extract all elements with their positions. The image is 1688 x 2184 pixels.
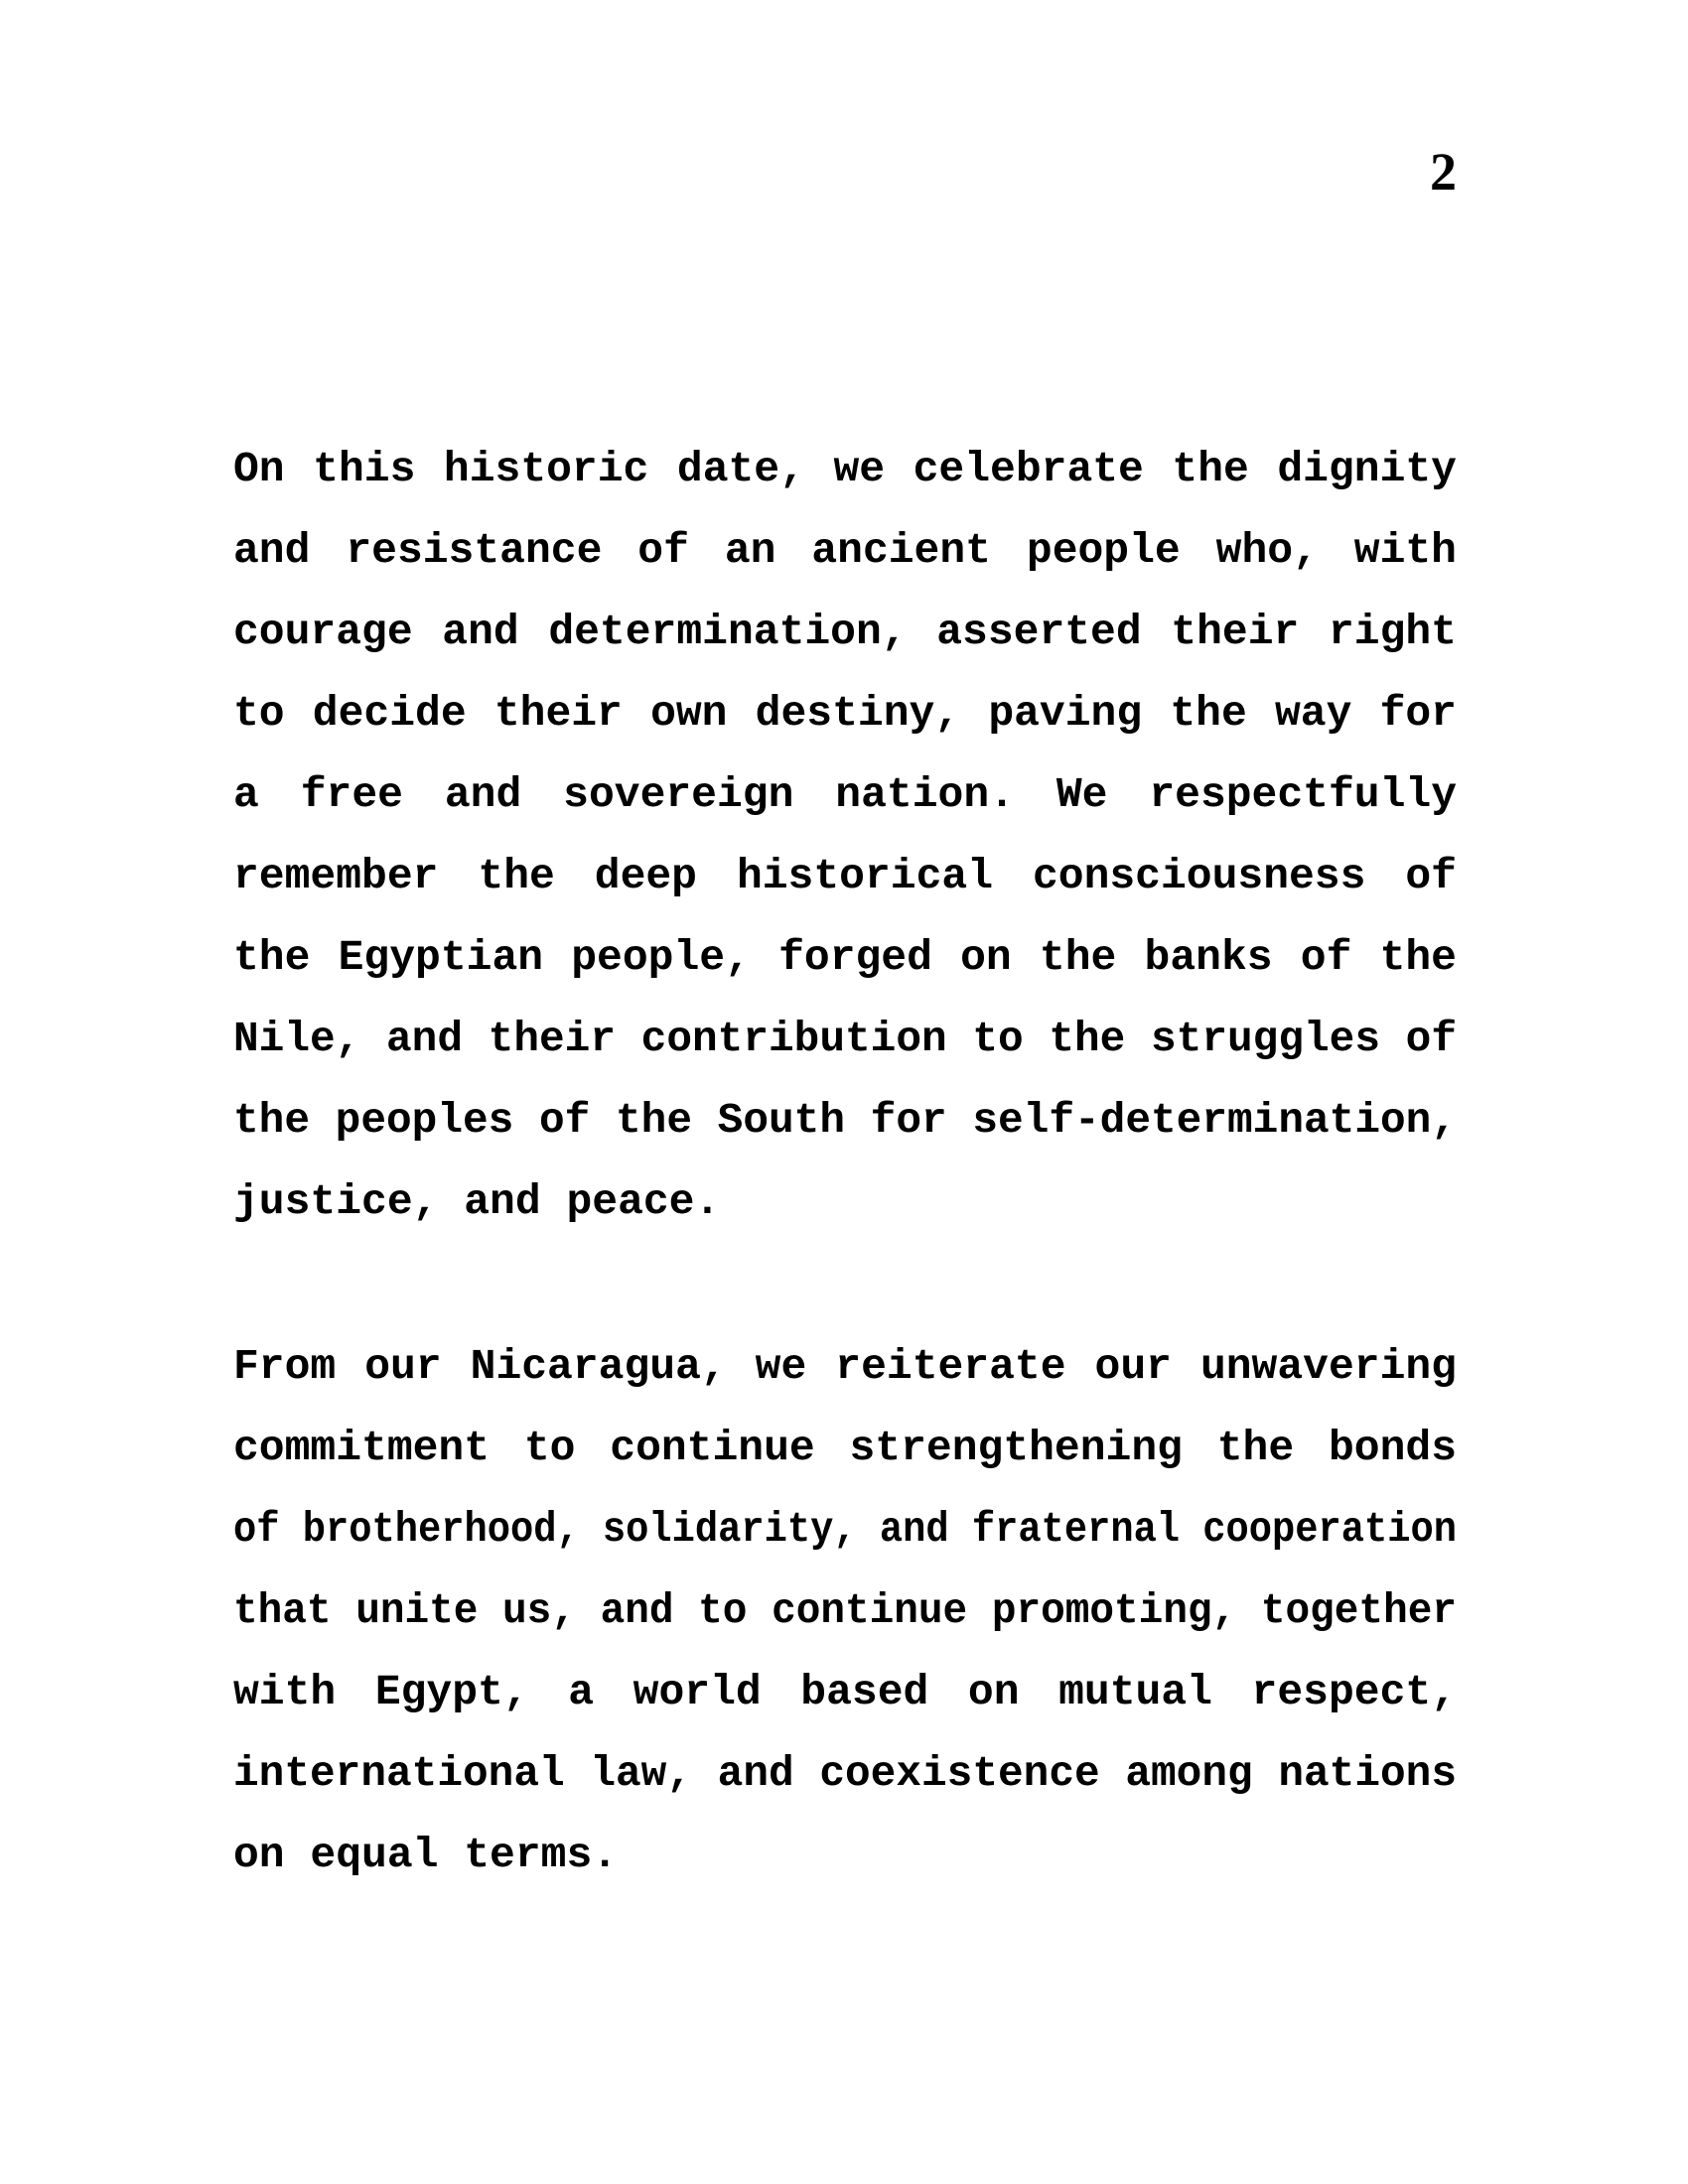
text-line: a free and sovereign nation. We respectfully: [233, 770, 1457, 819]
text-line: On this historic date, we celebrate the dignity: [233, 445, 1457, 493]
text-line: of brotherhood, solidarity, and fraternal cooperation: [233, 1505, 1457, 1554]
text-line: the Egyptian people, forged on the banks of the: [233, 933, 1457, 982]
paragraph-2: [233, 1326, 1457, 1896]
text-line: remember the deep historical consciousness of: [233, 852, 1457, 900]
text-line: courage and determination, asserted their right: [233, 608, 1457, 656]
text-line: international law, and coexistence among nations: [233, 1749, 1457, 1798]
page-number: 2: [1430, 142, 1457, 202]
text-line: and resistance of an ancient people who, with: [233, 526, 1457, 575]
text-line: on equal terms.: [233, 1831, 619, 1879]
text-line: justice, and peace.: [233, 1177, 721, 1226]
text-line: From our Nicaragua, we reiterate our unwavering: [233, 1342, 1457, 1391]
text-line: the peoples of the South for self-determination,: [233, 1096, 1457, 1145]
paragraph-1: [233, 429, 1457, 1243]
text-line: with Egypt, a world based on mutual respect,: [233, 1668, 1457, 1716]
text-line: to decide their own destiny, paving the way for: [233, 689, 1457, 738]
text-block: [233, 429, 1457, 1896]
text-line: that unite us, and to continue promoting, together: [233, 1586, 1457, 1635]
text-line: commitment to continue strengthening the bonds: [233, 1424, 1457, 1472]
text-line: Nile, and their contribution to the struggles of: [233, 1015, 1457, 1063]
